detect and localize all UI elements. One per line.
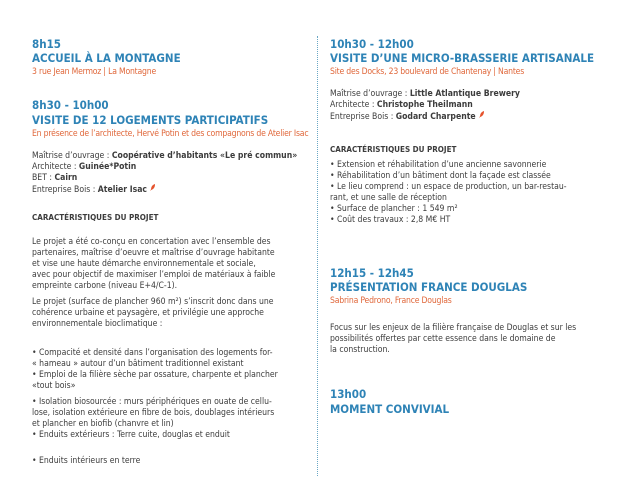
list-item: • Emploi de la filière sèche par ossature, charpente et plancher — [32, 370, 278, 380]
section-convivial — [330, 387, 620, 416]
section-accueil — [32, 37, 302, 78]
list-item: et plancher en biofib (chanvre et lin) — [32, 419, 174, 429]
section-title: MOMENT CONVIVIAL — [330, 402, 450, 416]
role-line: Architecte : Guinée*Potin — [32, 162, 137, 172]
list-item: rant, et une salle de réception — [330, 193, 447, 203]
section-title: PRÉSENTATION FRANCE DOUGLAS — [330, 280, 528, 294]
section-subtitle: En présence de l’architecte, Hervé Potin et des compagnons de Atelier Isac — [32, 129, 309, 139]
list-item: • Réhabilitation d’un bâtiment dont la façade est classée — [330, 171, 551, 181]
column-divider — [317, 36, 318, 476]
douglas-paragraph: Focus sur les enjeux de la filière française de Douglas et sur les possibilités offertes par cette essence dans le domaine de la construction. — [330, 323, 577, 355]
time-label: 13h00 — [330, 387, 367, 401]
time-label: 8h15 — [32, 37, 61, 51]
section-title: VISITE D’UNE MICRO-BRASSERIE ARTISANALE — [330, 51, 595, 65]
time-label: 12h15 - 12h45 — [330, 266, 414, 280]
list-item: lose, isolation extérieure en fibre de bois, doublages intérieurs — [32, 408, 275, 418]
section-address: 3 rue Jean Mermoz | La Montagne — [32, 67, 157, 77]
role-line: Maîtrise d’ouvrage : Coopérative d’habitants «Le pré commun» — [32, 151, 298, 161]
section-title: ACCUEIL À LA MONTAGNE — [32, 51, 181, 65]
section-title: VISITE DE 12 LOGEMENTS PARTICIPATIFS — [32, 113, 269, 127]
list-item: • Compacité et densité dans l’organisation des logements for- — [32, 348, 273, 358]
list-item: • Coût des travaux : 2,8 M€ HT — [330, 215, 451, 225]
bullet-list-2 — [32, 397, 302, 441]
list-item: «tout bois» — [32, 381, 76, 391]
section-speaker: Sabrina Pedrono, France Douglas — [330, 296, 452, 306]
section-france-douglas — [330, 266, 620, 307]
bullet-list-3 — [32, 456, 302, 467]
list-item: • Extension et réhabilitation d’une ancienne savonnerie — [330, 160, 547, 170]
list-item: • Enduits extérieurs : Terre cuite, douglas et enduit — [32, 430, 230, 440]
role-line: Maîtrise d’ouvrage : Little Atlantique Brewery — [330, 89, 520, 99]
list-item: « hameau » autour d’un bâtiment traditionnel existant — [32, 359, 244, 369]
role-line: Architecte : Christophe Theilmann — [330, 100, 473, 110]
section-address: Site des Docks, 23 boulevard de Chantenay | Nantes — [330, 67, 525, 77]
list-item: • Isolation biosourcée : murs périphériques en ouate de cellu- — [32, 397, 272, 407]
role-line: Entreprise Bois : Godard Charpente — [330, 111, 620, 123]
time-label: 10h30 - 12h00 — [330, 37, 414, 51]
leaf-icon — [479, 111, 485, 117]
roles-brasserie — [330, 89, 620, 123]
leaf-icon — [150, 184, 156, 190]
project-paragraph-2: Le projet (surface de plancher 960 m²) s’inscrit donc dans une cohérence urbaine et paysagère, et privilégie une approche environnementale bioclimatique : — [32, 297, 274, 329]
list-item: • Le lieu comprend : un espace de production, un bar-restau- — [330, 182, 567, 192]
section-brasserie — [330, 37, 620, 78]
bullet-list-1 — [32, 348, 302, 392]
list-item: • Enduits intérieurs en terre — [32, 456, 141, 466]
role-line: Entreprise Bois : Atelier Isac — [32, 184, 302, 196]
list-item: • Surface de plancher : 1 549 m² — [330, 204, 458, 214]
project-paragraph-1: Le projet a été co-conçu en concertation avec l’ensemble des partenaires, maîtrise d’oeuvre et maîtrise d’ouvrage habitante et vise une haute démarche environnementale et sociale, avec pour objectif de maximiser l’emploi de matériaux à faible empreinte carbone (niveau E+4/C-1). — [32, 237, 276, 291]
roles-logements — [32, 151, 302, 196]
characteristics-heading: CARACTÉRISTIQUES DU PROJET — [330, 145, 457, 154]
section-logements — [32, 98, 309, 140]
role-line: BET : Cairn — [32, 173, 78, 183]
bullet-list-brasserie — [330, 160, 620, 226]
time-label: 8h30 - 10h00 — [32, 98, 109, 112]
characteristics-heading: CARACTÉRISTIQUES DU PROJET — [32, 213, 159, 222]
